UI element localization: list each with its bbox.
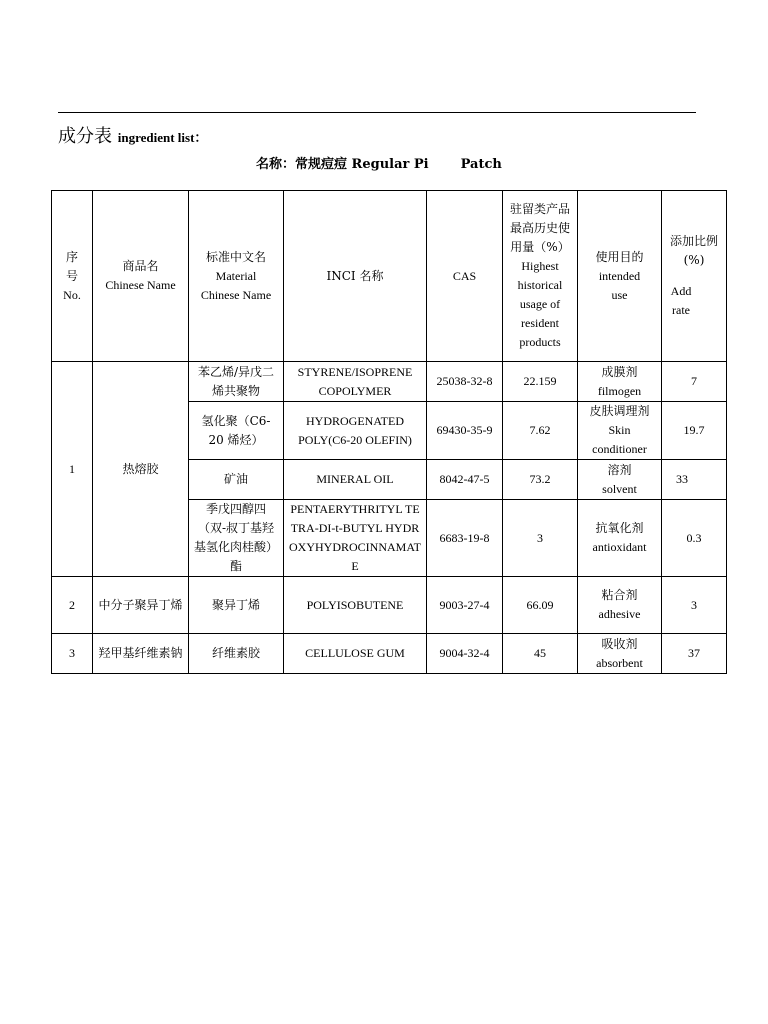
title-chinese: 成分表 [58, 126, 112, 147]
row-rate: 0.3 [662, 500, 727, 577]
row-purpose: 皮肤调理剂 Skin conditioner [578, 402, 662, 460]
header-rate-en: Add rate [670, 284, 692, 317]
row-usage: 73.2 [503, 460, 578, 500]
row-standard-name: 氢化聚（C6-20 烯烃） [189, 402, 284, 460]
row-purpose: 抗氧化剂 antioxidant [578, 500, 662, 577]
row-rate: 37 [662, 634, 727, 674]
row-standard-name: 聚异丁烯 [189, 577, 284, 634]
table-row [52, 634, 727, 674]
row-no: 1 [52, 362, 93, 577]
row-no: 2 [52, 577, 93, 634]
header-std-en2: Chinese Name [200, 287, 272, 302]
row-usage: 45 [503, 634, 578, 674]
row-cas: 9003-27-4 [427, 577, 503, 634]
header-usage-zh: 驻留类产品最高历史使用量（%） [509, 202, 570, 254]
row-no: 3 [52, 634, 93, 674]
row-purpose: 成膜剂 filmogen [578, 362, 662, 402]
header-no-zh: 序号 [65, 249, 78, 283]
row-trade-name: 热熔胶 [93, 362, 189, 577]
row-usage: 7.62 [503, 402, 578, 460]
row-usage: 22.159 [503, 362, 578, 402]
ingredient-table [51, 190, 727, 674]
row-rate: 33 [662, 460, 727, 500]
page-title [58, 122, 207, 148]
header-purpose [578, 191, 662, 362]
header-purpose-en: intended use [598, 268, 641, 302]
product-name [256, 153, 502, 172]
header-usage-en: Highest historical usage of resident products [517, 259, 563, 349]
product-name-tail: Patch [460, 157, 502, 172]
header-rate [662, 191, 727, 362]
row-inci: CELLULOSE GUM [284, 634, 427, 674]
row-cas: 8042-47-5 [427, 460, 503, 500]
header-std-en1: Material [215, 268, 257, 283]
row-standard-name: 季戊四醇四（双-叔丁基羟基氢化肉桂酸）酯 [189, 500, 284, 577]
header-name-zh: 商品名 [122, 259, 159, 273]
table-row [52, 362, 727, 402]
row-inci: MINERAL OIL [284, 460, 427, 500]
top-rule [58, 112, 696, 113]
row-purpose: 吸收剂 absorbent [578, 634, 662, 674]
row-cas: 69430-35-9 [427, 402, 503, 460]
row-inci: PENTAERYTHRITYL TETRA-DI-t-BUTYL HYDROXYHYDROCINNAMATE [284, 500, 427, 577]
row-trade-name: 羟甲基纤维素钠 [93, 634, 189, 674]
header-std [189, 191, 284, 362]
row-rate: 19.7 [662, 402, 727, 460]
row-standard-name: 苯乙烯/异戊二烯共聚物 [189, 362, 284, 402]
row-standard-name: 纤维素胶 [189, 634, 284, 674]
product-name-main: 名称：常规痘痘 Regular Pi [256, 157, 429, 172]
row-trade-name: 中分子聚异丁烯 [93, 577, 189, 634]
row-purpose: 溶剂 solvent [578, 460, 662, 500]
header-usage [503, 191, 578, 362]
table-row [52, 577, 727, 634]
row-inci: HYDROGENATED POLY(C6-20 OLEFIN) [284, 402, 427, 460]
row-rate: 7 [662, 362, 727, 402]
title-english: ingredient list： [117, 130, 208, 145]
row-rate: 3 [662, 577, 727, 634]
row-purpose: 粘合剂 adhesive [578, 577, 662, 634]
row-cas: 9004-32-4 [427, 634, 503, 674]
header-purpose-zh: 使用目的 [595, 249, 644, 264]
row-usage: 66.09 [503, 577, 578, 634]
header-no [52, 191, 93, 362]
row-usage: 3 [503, 500, 578, 577]
row-inci: POLYISOBUTENE [284, 577, 427, 634]
header-row [52, 191, 727, 362]
row-standard-name: 矿油 [189, 460, 284, 500]
row-cas: 6683-19-8 [427, 500, 503, 577]
header-rate-zh: 添加比例(%) [670, 234, 719, 267]
header-std-zh: 标准中文名 [205, 249, 266, 264]
header-cas: CAS [427, 191, 503, 362]
row-inci: STYRENE/ISOPRENE COPOLYMER [284, 362, 427, 402]
header-no-en: No. [63, 287, 81, 302]
row-cas: 25038-32-8 [427, 362, 503, 402]
header-name-en: Chinese Name [105, 278, 176, 292]
header-name [93, 191, 189, 362]
header-inci: INCI 名称 [284, 191, 427, 362]
